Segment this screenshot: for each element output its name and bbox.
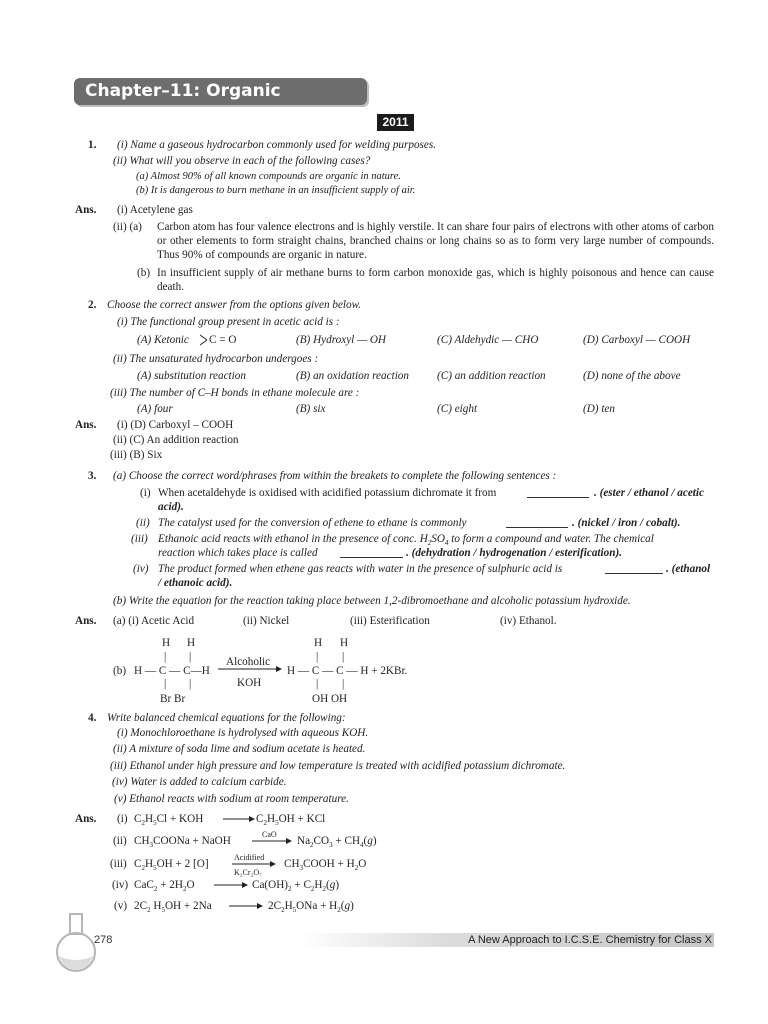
struct-right-oh: OH OH — [312, 693, 348, 705]
q1-ii: (ii) What will you observe in each of the following cases? — [113, 155, 371, 167]
q3-number: 3. — [88, 470, 97, 482]
q3-a-iv-text: The product formed when ethene gas reacts with water in the presence of sulphuric acid is — [158, 563, 563, 575]
eq-iii-rhs: $CH_3COOH + H_2O$ — [284, 858, 367, 873]
q2-ans-ii: (ii) (C) An addition reaction — [113, 434, 239, 446]
eq-iv-rhs: $Ca(OH)_2 + C_2H_2(g)$ — [252, 879, 340, 894]
q3-a-ii-blank — [506, 527, 568, 528]
eq-v-rhs: $2C_2H_5ONa + H_2(g)$ — [268, 900, 354, 915]
ketonic-group-text: C = O — [209, 334, 237, 346]
eq-i-arrow-icon — [223, 814, 255, 824]
struct-right-bond-bot-2: | — [342, 678, 345, 690]
q3-ans-a-iv: (iv) Ethanol. — [500, 615, 557, 627]
eq-i-num: (i) — [117, 813, 128, 825]
eq-iv-num: (iv) — [112, 879, 129, 891]
q3-ans-label: Ans. — [75, 615, 97, 627]
q1-ans-ii-b-prefix: (b) — [137, 267, 151, 279]
arrow-label-koh: KOH — [237, 677, 262, 689]
eq-v-arrow-icon — [229, 901, 263, 911]
q4-number: 4. — [88, 712, 97, 724]
eq-ii-arrow-icon — [252, 836, 292, 846]
page-number: 278 — [94, 934, 113, 946]
q2-iii-opt-c: (C) eight — [437, 403, 478, 415]
reaction-arrow-icon — [218, 664, 282, 674]
q1-ans-i: (i) Acetylene gas — [117, 204, 193, 216]
q3-b: (b) Write the equation for the reaction taking place between 1,2-dibromoethane and alcoholic potassium hydroxide. — [113, 595, 631, 607]
struct-right-h-top-2: H — [340, 637, 349, 649]
q4-item-v: (v) Ethanol reacts with sodium at room temperature. — [114, 793, 349, 805]
q1-ans-ii-a: Carbon atom has four valence electrons and is highly verstile. It can share four pairs of electrons with other atoms of carbon or other elements to form straight chains, branched chains or long chains so as to form very large number of compounds. Thus 90% of compounds are organic in nature. — [157, 221, 714, 261]
q1-ans-label: Ans. — [75, 204, 97, 216]
q3-ans-a-ii: (ii) Nickel — [243, 615, 290, 627]
struct-left-bond-top: | — [164, 651, 167, 663]
struct-right-main: H — C — C — H + 2KBr. — [287, 665, 408, 677]
q3-ans-a-iii: (iii) Esterification — [350, 615, 430, 627]
q4-item-ii: (ii) A mixture of soda lime and sodium acetate is heated. — [113, 743, 366, 755]
q3-a-i-text: When acetaldehyde is oxidised with acidified potassium dichromate it from — [158, 487, 497, 499]
eq-iii-num: (iii) — [110, 858, 127, 870]
eq-i-lhs: $C_2H_5Cl$ + KOH — [134, 813, 204, 828]
struct-left-h-top-2: H — [187, 637, 196, 649]
q3-a-i-options-2: acid). — [158, 501, 184, 513]
eq-iii-cond-bottom: K₂Cr₂O₇ — [234, 868, 262, 877]
q4-stem: Write balanced chemical equations for the following: — [107, 712, 346, 724]
q4-item-iv: (iv) Water is added to calcium carbide. — [112, 776, 287, 788]
q3-a-iv-num: (iv) — [133, 563, 149, 575]
q1-ans-ii-b: In insufficient supply of air methane burns to form carbon monoxide gas, which is highly poisonous and hence can cause death. — [157, 267, 714, 293]
eq-ii-rhs: $Na_2CO_3 + CH_4(g)$ — [297, 835, 377, 850]
q3-a-iii-line2: reaction which takes place is called — [158, 547, 318, 559]
ketonic-group — [199, 333, 236, 347]
year-badge: 2011 — [377, 114, 414, 131]
q3-a-ii-num: (ii) — [136, 517, 150, 529]
q4-item-i: (i) Monochloroethane is hydrolysed with aqueous KOH. — [117, 727, 369, 739]
q3-a-iv-options-1: . (ethanol — [666, 563, 711, 575]
eq-v-lhs: $2C_2$ $H_5OH + 2Na$ — [134, 900, 212, 915]
struct-left-br: Br Br — [160, 693, 186, 705]
q4-ans-label: Ans. — [75, 813, 97, 825]
q2-iii-opt-b: (B) six — [296, 403, 326, 415]
eq-v-num: (v) — [114, 900, 128, 912]
chapter-title: Chapter–11: Organic Chemistry — [74, 78, 367, 105]
q3-a-iii-num: (iii) — [131, 533, 148, 545]
q2-ii: (ii) The unsaturated hydrocarbon undergoes : — [113, 353, 319, 365]
struct-right-bond-top-2: | — [342, 651, 345, 663]
struct-right-bond-top: | — [316, 651, 319, 663]
struct-right-bond-bot: | — [316, 678, 319, 690]
q2-iii-opt-d: (D) ten — [583, 403, 615, 415]
q2-ii-opt-c: (C) an addition reaction — [437, 370, 546, 382]
q2-ii-opt-a: (A) substitution reaction — [137, 370, 246, 382]
q3-a-i-options-1: . (ester / ethanol / acetic — [594, 487, 704, 499]
q1-ii-a: (a) Almost 90% of all known compounds are organic in nature. — [136, 171, 401, 182]
eq-iii-cond-top: Acidified — [234, 853, 265, 862]
struct-left-bond-top-2: | — [189, 651, 192, 663]
q3-ans-a-i: (a) (i) Acetic Acid — [113, 615, 195, 627]
q2-ans-label: Ans. — [75, 419, 97, 431]
struct-left-h-top: H — [162, 637, 171, 649]
q2-iii: (iii) The number of C–H bonds in ethane molecule are : — [110, 387, 360, 399]
arrow-label-alcoholic: Alcoholic — [226, 656, 271, 668]
q2-i: (i) The functional group present in acetic acid is : — [117, 316, 340, 328]
q2-i-opt-b: (B) Hydroxyl — OH — [296, 334, 386, 346]
q2-number: 2. — [88, 299, 97, 311]
q2-iii-opt-a: (A) four — [137, 403, 173, 415]
q2-ans-i: (i) (D) Carboxyl – COOH — [117, 419, 234, 431]
eq-ii-lhs: $CH_3COONa$ + NaOH — [134, 835, 231, 850]
footer-book-title: A New Approach to I.C.S.E. Chemistry for Class X — [468, 934, 712, 946]
q2-i-opt-a: (A) Ketonic — [137, 334, 189, 346]
struct-left-bond-bot-2: | — [189, 678, 192, 690]
q2-i-opt-c: (C) Aldehydic — CHO — [437, 334, 539, 346]
q3-a-i-blank — [527, 497, 589, 498]
q3-a-iv-options-2: / ethanoic acid). — [158, 577, 233, 589]
eq-iii-lhs: $C_2H_5OH + 2$ [O] — [134, 858, 209, 873]
eq-ii-num: (ii) — [113, 835, 127, 847]
q2-ans-iii: (iii) (B) Six — [110, 449, 163, 461]
q3-a-iii-options: . (dehydration / hydrogenation / esterification). — [406, 547, 622, 559]
q3-a-ii-options: . (nickel / iron / cobalt). — [572, 517, 681, 529]
q3-a-iii-blank — [340, 557, 403, 558]
eq-iv-arrow-icon — [214, 880, 248, 890]
q3-a-i-num: (i) — [140, 487, 151, 499]
q2-stem: Choose the correct answer from the options given below. — [107, 299, 362, 311]
struct-right-h-top: H — [314, 637, 323, 649]
q3-ans-b-label: (b) — [113, 665, 127, 677]
q2-ii-opt-b: (B) an oxidation reaction — [296, 370, 409, 382]
q3-a: (a) Choose the correct word/phrases from within the breakets to complete the following sentences : — [113, 470, 557, 482]
q1-i: (i) Name a gaseous hydrocarbon commonly used for welding purposes. — [117, 139, 437, 151]
eq-ii-catalyst: CaO — [262, 830, 277, 839]
q2-ii-opt-d: (D) none of the above — [583, 370, 681, 382]
eq-i-rhs: $C_2H_5OH$ + KCl — [256, 813, 326, 828]
q3-a-iii-line1: Ethanoic acid reacts with ethanol in the presence of conc. $H_2SO_4$ to form a compound and water. The chemical — [158, 533, 654, 548]
struct-left-bond-bot: | — [164, 678, 167, 690]
q1-ii-b: (b) It is dangerous to burn methane in an insufficient supply of air. — [136, 185, 416, 196]
q1-number: 1. — [88, 139, 97, 151]
q1-ans-ii-prefix: (ii) (a) — [113, 221, 142, 233]
ketonic-bond-icon — [199, 333, 209, 347]
eq-iv-lhs: $CaC_2 + 2H_2O$ — [134, 879, 195, 894]
q2-i-opt-d: (D) Carboxyl — COOH — [583, 334, 691, 346]
q3-a-iv-blank — [605, 573, 663, 574]
q3-a-ii-text: The catalyst used for the conversion of ethene to ethane is commonly — [158, 517, 467, 529]
q4-item-iii: (iii) Ethanol under high pressure and low temperature is treated with acidified potassium dichromate. — [110, 760, 566, 772]
struct-left-main: H — C — C—H — [134, 665, 210, 677]
